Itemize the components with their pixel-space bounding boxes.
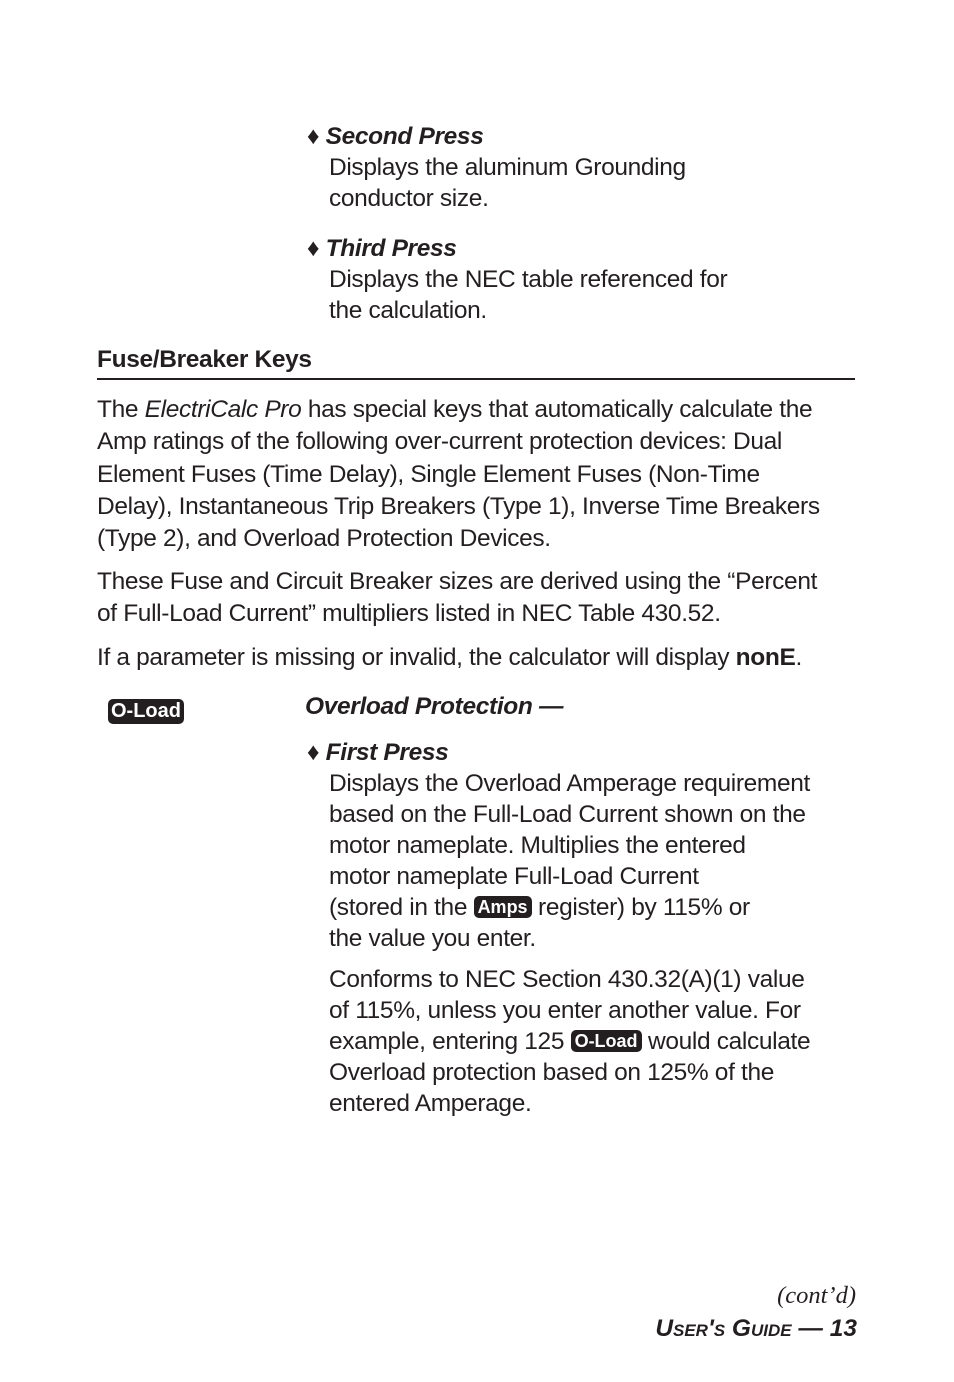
text-line: Displays the NEC table referenced for [329,266,728,293]
text-line: Conforms to NEC Section 430.32(A)(1) value [329,966,805,993]
text-line: motor nameplate. Multiplies the entered [329,832,746,859]
text-line: These Fuse and Circuit Breaker sizes are derived using the “Percent [97,568,818,595]
text-line: the calculation. [329,297,487,324]
text-line: If a parameter is missing or invalid, the calculator will display nonE. [97,644,802,671]
text-line: (stored in the Amps register) by 115% or [329,894,750,921]
section-heading: Fuse/Breaker Keys [97,346,312,373]
text-line: conductor size. [329,185,489,212]
text-line: Delay), Instantaneous Trip Breakers (Type 1), Inverse Time Breakers [97,493,820,520]
bullet-first-press: ♦ First Press [307,739,449,766]
text-line: Displays the Overload Amperage requirement [329,770,810,797]
bullet-third-press: ♦ Third Press [307,235,457,262]
overload-title: Overload Protection — [305,693,564,720]
text-line: entered Amperage. [329,1090,532,1117]
text-line: Displays the aluminum Grounding [329,154,686,181]
oload-key-icon: O-Load [108,696,184,727]
bullet-second-press: ♦ Second Press [307,123,484,150]
page-footer: User's Guide — 13 [655,1315,857,1342]
text-line: based on the Full-Load Current shown on the [329,801,806,828]
text-line: example, entering 125 O-Load would calculate [329,1028,811,1055]
text-line: motor nameplate Full-Load Current [329,863,699,890]
continued-note: (cont’d) [777,1282,856,1309]
text-line: of Full-Load Current” multipliers listed in NEC Table 430.52. [97,600,721,627]
amps-key-icon: Amps [474,896,532,918]
text-line: the value you enter. [329,925,536,952]
heading-rule [97,378,855,380]
text-line: Overload protection based on 125% of the [329,1059,775,1086]
text-line: (Type 2), and Overload Protection Devices. [97,525,551,552]
text-line: Amp ratings of the following over-current protection devices: Dual [97,428,783,455]
text-line: The ElectriCalc Pro has special keys that automatically calculate the [97,396,813,423]
oload-key-icon: O-Load [571,1030,642,1052]
text-line: of 115%, unless you enter another value. For [329,997,801,1024]
product-name: ElectriCalc Pro [144,396,302,423]
text-line: Element Fuses (Time Delay), Single Element Fuses (Non-Time [97,461,760,488]
